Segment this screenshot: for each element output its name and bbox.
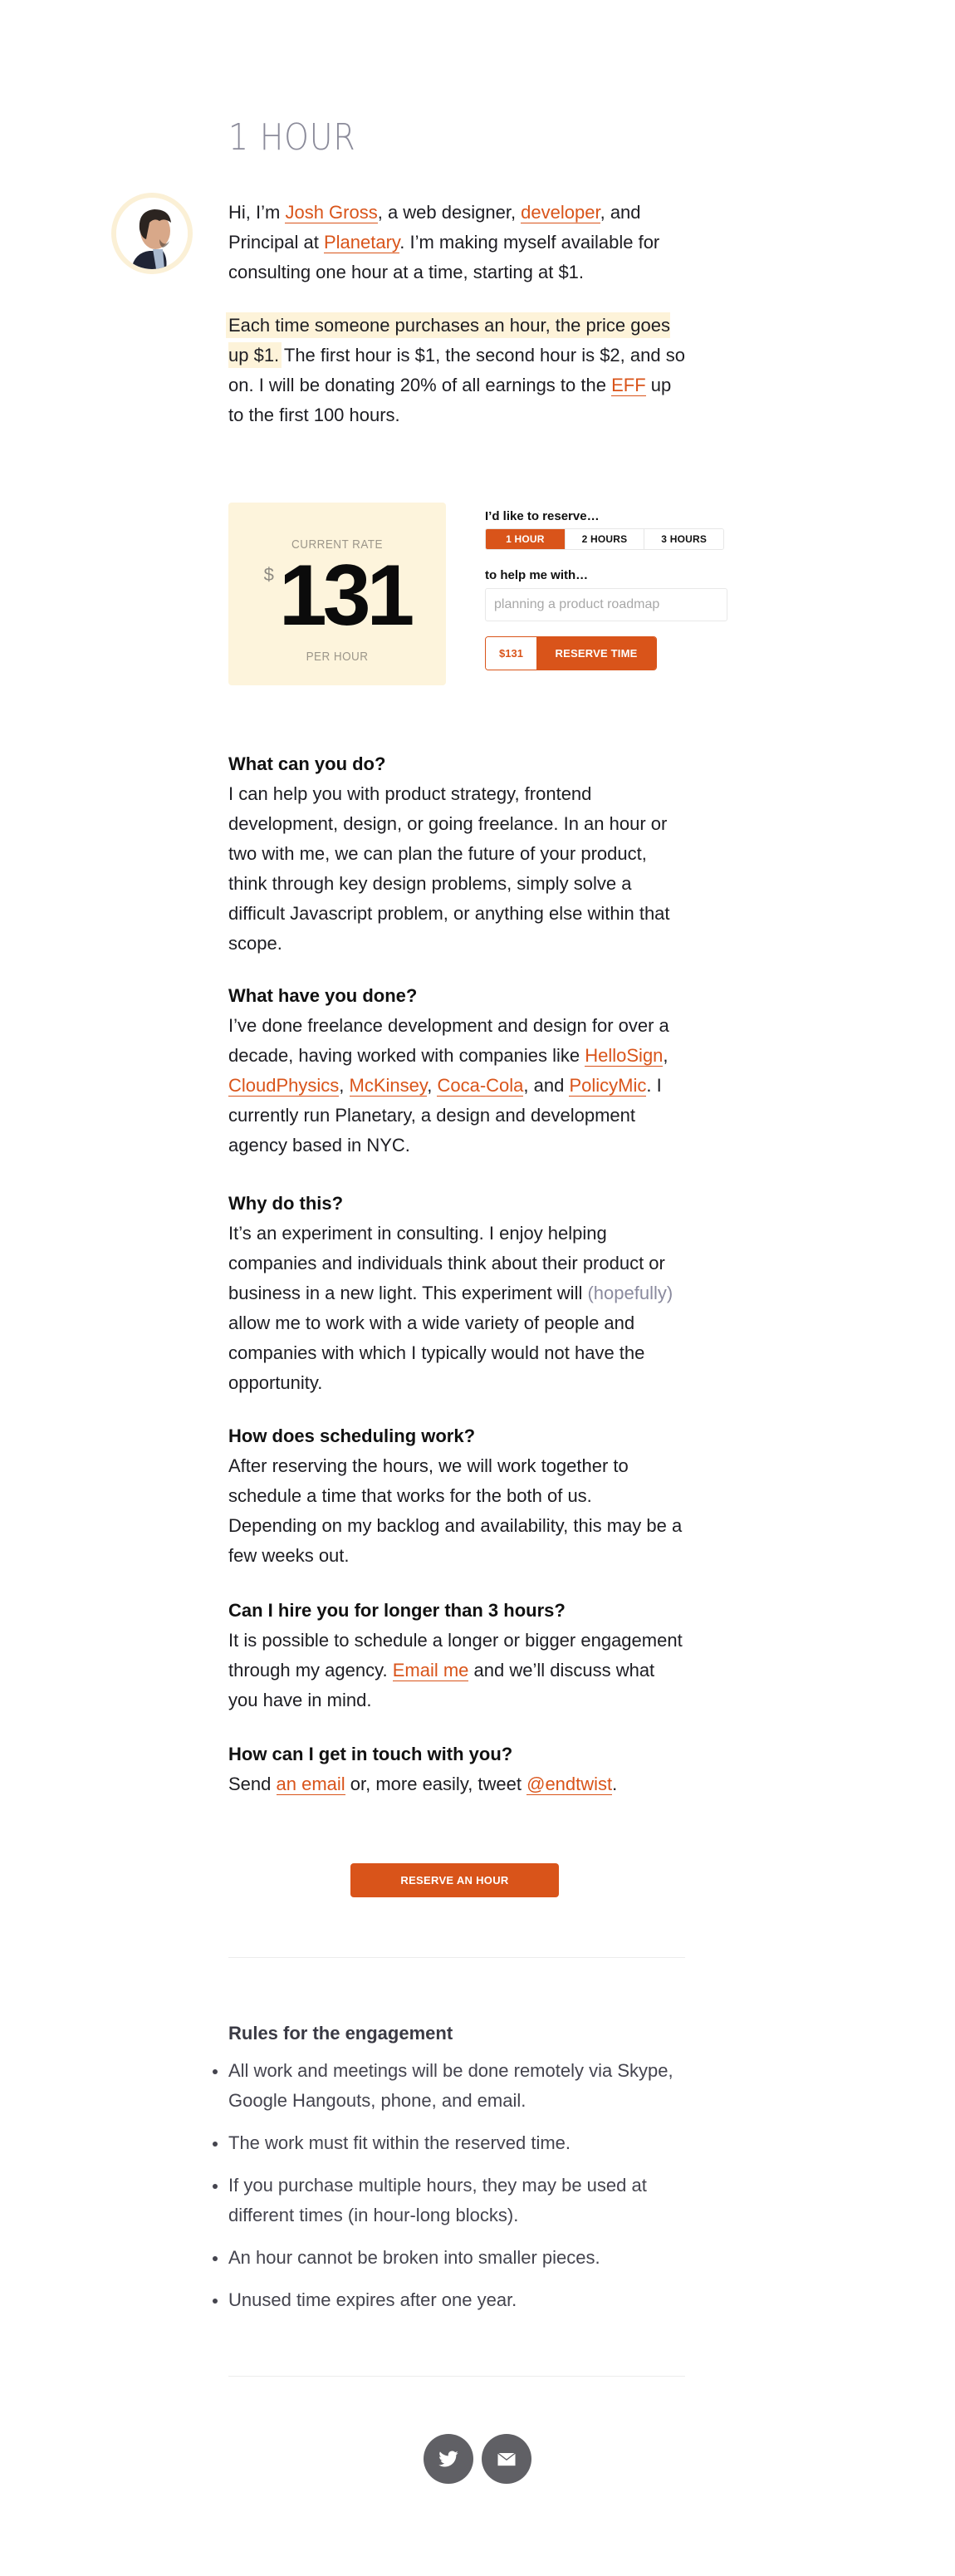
hopefully-aside: (hopefully) <box>587 1283 673 1303</box>
tab-1-hour[interactable]: 1 HOUR <box>486 529 565 549</box>
policymic-link[interactable]: PolicyMic <box>569 1075 647 1096</box>
current-rate-card <box>228 503 446 685</box>
price-highlight: Each time someone purchases an hour, the price goes up $1. <box>228 315 670 366</box>
faq-answer: After reserving the hours, we will work together to schedule a time that works for the both of us. Depending on my backlog and availability, this may be a few weeks out. <box>228 1455 683 1566</box>
rate-label: CURRENT RATE <box>291 537 383 552</box>
rate-amount <box>228 547 446 644</box>
reserve-time-label: RESERVE TIME <box>536 637 656 670</box>
avatar <box>111 193 193 274</box>
divider <box>228 2376 685 2377</box>
mckinsey-link[interactable]: McKinsey <box>349 1075 428 1096</box>
pricing-explanation: Each time someone purchases an hour, the price goes up $1. The first hour is $1, the second hour is $2, and so on. I will be donating 20% of all earnings to the EFF up to the first 100 hours. <box>228 315 685 425</box>
faq-question: Can I hire you for longer than 3 hours? <box>228 1600 566 1621</box>
faq-question: How can I get in touch with you? <box>228 1744 513 1764</box>
faq-why-do-this <box>228 1189 685 1398</box>
rules-list <box>228 2056 693 2328</box>
twitter-handle-link[interactable]: @endtwist <box>526 1774 613 1794</box>
twitter-icon <box>437 2447 460 2471</box>
eff-link[interactable]: EFF <box>611 375 646 395</box>
hellosign-link[interactable]: HelloSign <box>585 1045 664 1066</box>
faq-answer: Send an email or, more easily, tweet @endtwist. <box>228 1774 618 1794</box>
email-button[interactable] <box>482 2434 531 2484</box>
hours-selector <box>485 528 724 550</box>
faq-question: Why do this? <box>228 1193 344 1214</box>
cloudphysics-link[interactable]: CloudPhysics <box>228 1075 340 1096</box>
faq-what-can-you-do <box>228 749 685 959</box>
rule-item: If you purchase multiple hours, they may be used at different times (in hour-long blocks). <box>228 2171 693 2230</box>
reserve-an-hour-button[interactable]: RESERVE AN HOUR <box>350 1863 559 1897</box>
tab-2-hours[interactable]: 2 HOURS <box>565 529 644 549</box>
rate-value: 131 <box>278 547 411 644</box>
rule-item: All work and meetings will be done remotely via Skype, Google Hangouts, phone, and email. <box>228 2056 693 2116</box>
faq-answer: It’s an experiment in consulting. I enjoy helping companies and individuals think about their product or business in a new light. This experiment will (hopefully) allow me to work with a wide variety of people and companies with which I typically would not have the opportunity. <box>228 1223 673 1393</box>
coca-cola-link[interactable]: Coca-Cola <box>437 1075 524 1096</box>
page-title: 1 HOUR <box>228 116 356 159</box>
rate-currency: $ <box>263 564 274 585</box>
intro-paragraph: Hi, I’m Josh Gross, a web designer, developer, and Principal at Planetary. I’m making myself available for consulting one hour at a time, starting at $1. <box>228 202 660 282</box>
faq-question: What have you done? <box>228 985 418 1006</box>
faq-answer: I can help you with product strategy, frontend development, design, or going freelance. In an hour or two with me, we can plan the future of your product, think through key design problems, simply solve a difficult Javascript problem, or anything else within that scope. <box>228 783 670 954</box>
social-links <box>0 2434 955 2484</box>
twitter-button[interactable] <box>424 2434 473 2484</box>
tab-3-hours[interactable]: 3 HOURS <box>644 529 723 549</box>
email-icon <box>495 2447 518 2471</box>
reserve-time-button[interactable] <box>485 636 657 670</box>
planetary-link[interactable]: Planetary <box>323 232 400 253</box>
rule-item: The work must fit within the reserved time. <box>228 2128 693 2158</box>
rules-title: Rules for the engagement <box>228 2023 453 2044</box>
divider <box>228 1957 685 1958</box>
faq-longer-hire <box>228 1596 685 1715</box>
faq-get-in-touch <box>228 1739 685 1799</box>
faq-question: What can you do? <box>228 753 386 774</box>
avatar-photo <box>116 198 188 269</box>
josh-gross-link[interactable]: Josh Gross <box>285 202 378 223</box>
rule-item: Unused time expires after one year. <box>228 2285 693 2315</box>
email-me-link[interactable]: Email me <box>392 1660 469 1681</box>
reserve-form <box>485 508 726 670</box>
reserve-label: I’d like to reserve… <box>485 509 600 523</box>
faq-question: How does scheduling work? <box>228 1425 476 1446</box>
faq-answer: I’ve done freelance development and design for over a decade, having worked with companies like HelloSign, CloudPhysics, McKinsey, Coca-Cola, and PolicyMic. I currently run Planetary, a design and development agency based in NYC. <box>228 1015 669 1156</box>
send-email-link[interactable]: an email <box>276 1774 345 1794</box>
faq-scheduling <box>228 1421 685 1571</box>
faq-what-have-you-done <box>228 981 685 1160</box>
rate-unit: PER HOUR <box>306 650 369 664</box>
help-topic-input[interactable] <box>485 588 727 621</box>
rule-item: An hour cannot be broken into smaller pieces. <box>228 2243 693 2273</box>
developer-link[interactable]: developer <box>521 202 600 223</box>
help-label: to help me with… <box>485 568 589 582</box>
faq-answer: It is possible to schedule a longer or bigger engagement through my agency. Email me and we’ll discuss what you have in mind. <box>228 1630 683 1710</box>
reserve-price: $131 <box>486 637 536 670</box>
